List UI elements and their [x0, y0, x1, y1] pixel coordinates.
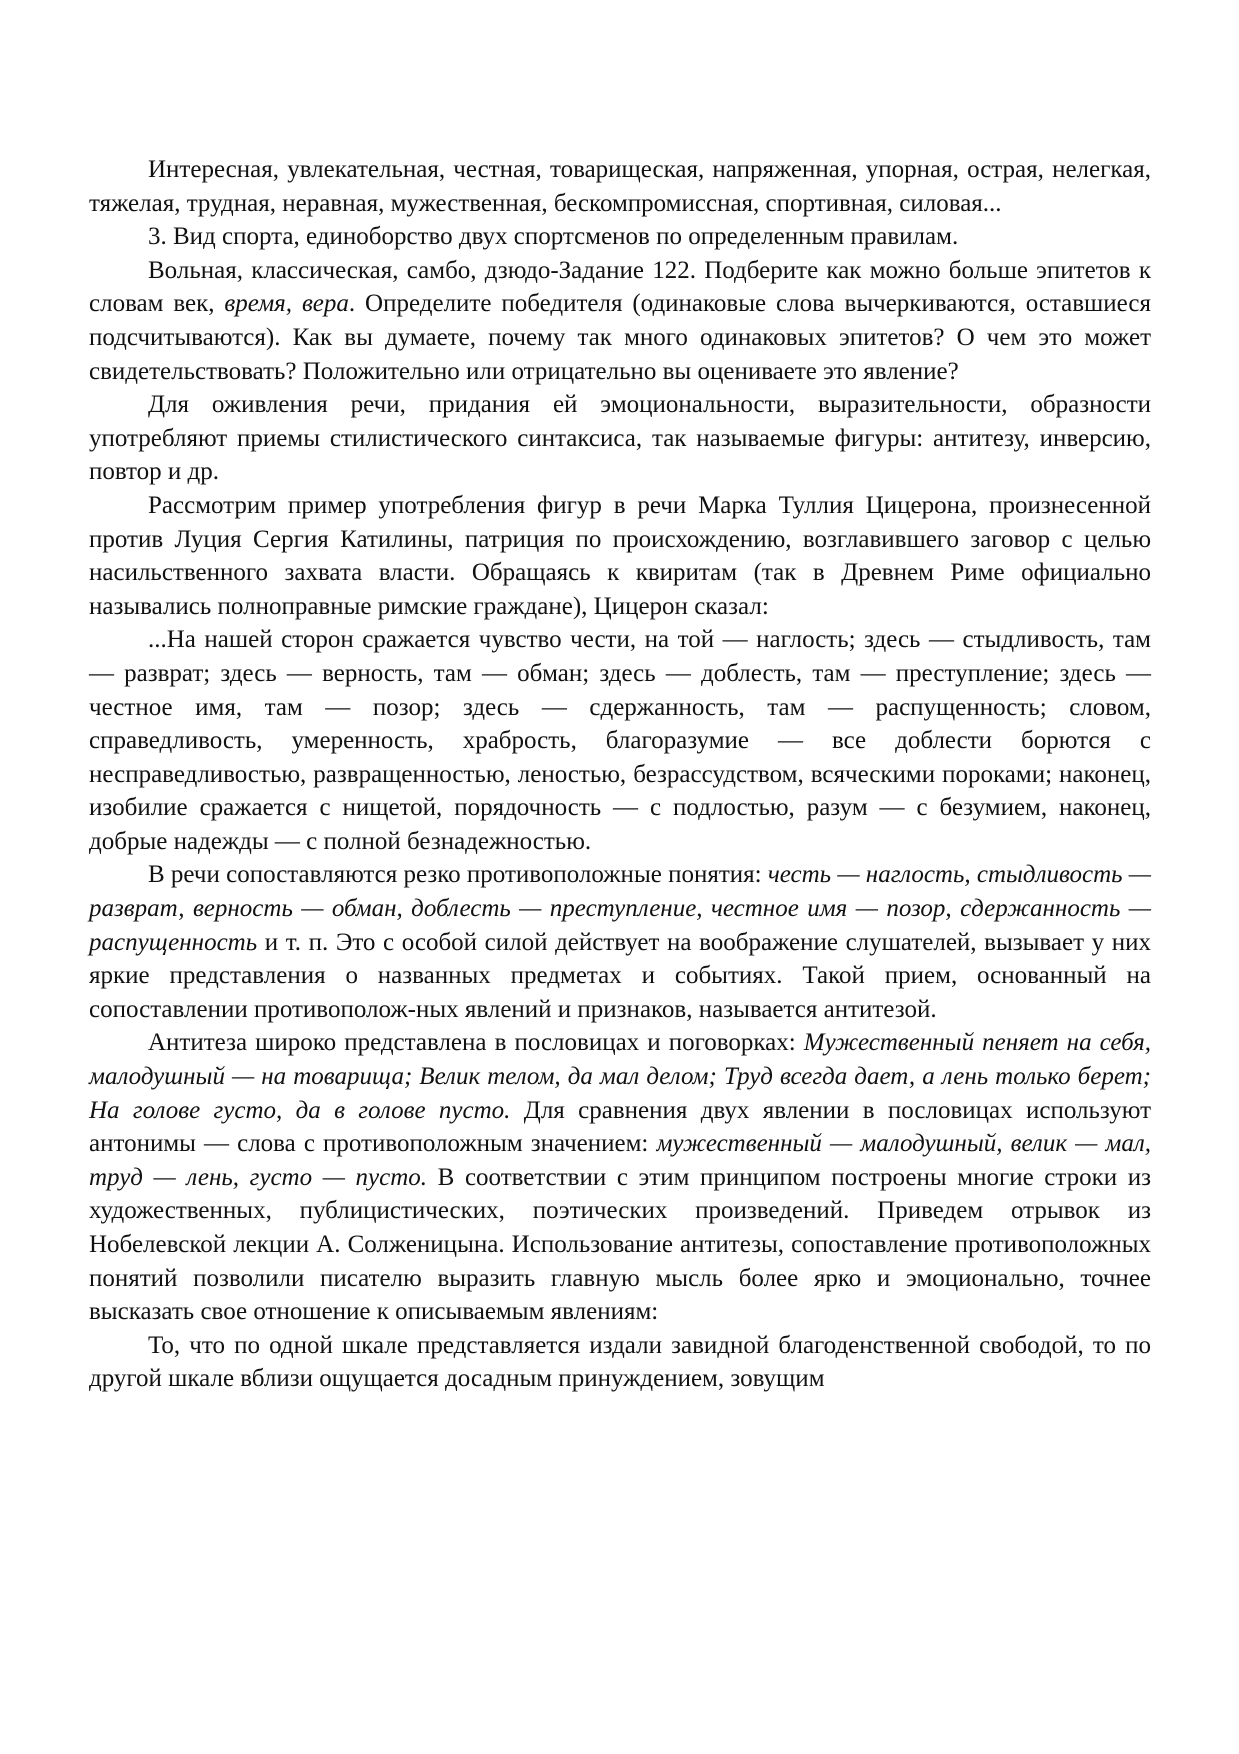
italic-text: Мужественный пеняет на себя, малодушный — на товарища; Велик телом, да мал делом; Труд всегда дает, а лень только берет; На голове густо, да в голове пусто.	[89, 1029, 1151, 1124]
paragraph	[89, 254, 1151, 388]
text-run: Вольная, классическая, самбо, дзюдо-Задание 122. Подберите как можно больше эпитетов к словам век,	[89, 256, 1151, 318]
text-run: В речи сопоставляются резко противоположные понятия:	[148, 861, 768, 889]
paragraph	[89, 1329, 1151, 1396]
text-run: Интересная, увлекательная, честная, товарищеская, напряженная, упорная, острая, нелегкая, тяжелая, трудная, неравная, мужественная, бескомпромиссная, спортивная, силовая...	[89, 156, 1151, 217]
text-run: Рассмотрим пример употребления фигур в речи Марка Туллия Цицерона, произнесенной против Луция Сергия Катилины, патриция по происхождению, возглавившего заговор с целью насильственного захвата власти. Обращаясь к квиритам (так в Древнем Риме официально назывались полноправные римские граждане), Цицерон сказал:	[89, 491, 1151, 620]
text-run: Для сравнения двух явлении в пословицах используют антонимы — слова с противоположным значением:	[89, 1096, 1152, 1158]
text-run: Для оживления речи, придания ей эмоциональности, выразительности, образности употребляют приемы стилистического синтаксиса, так называемые фигуры: антитезу, инверсию, повтор и др.	[89, 391, 1151, 486]
italic-text: время, вера	[224, 290, 349, 318]
paragraph	[89, 388, 1151, 489]
paragraph	[89, 1026, 1151, 1328]
italic-text: честь — наглость, стыдливость — разврат, верность — обман, доблесть — преступление, честное имя — позор, сдержанность — распущенность	[89, 861, 1152, 956]
text-run: . Определите победителя (одинаковые слова вычеркиваются, оставшиеся подсчитываются). Как вы думаете, почему так много одинаковых эпитетов? О чем это может свидетельствовать? Положительно или отрицательно вы оцениваете это явление?	[89, 290, 1151, 385]
text-run: То, что по одной шкале представляется издали завидной благоденственной свободой, то по другой шкале вблизи ощущается досадным принуждением, зовущим	[89, 1331, 1151, 1393]
text-run: В соответствии с этим принципом построены многие строки из художественных, публицистических, поэтических произведений. Приведем отрывок из Нобелевской лекции А. Солженицына. Использование антитезы, сопоставление противоположных понятий позволили писателю выразить главную мысль более ярко и эмоционально, точнее высказать свое отношение к описываемым явлениям:	[89, 1163, 1151, 1326]
paragraph	[89, 623, 1151, 858]
paragraph	[89, 858, 1151, 1026]
italic-text: мужественный — малодушный, велик — мал, труд — лень, густо — пусто.	[89, 1130, 1152, 1191]
text-run: Антитеза широко представлена в пословицах и поговорках:	[148, 1029, 804, 1057]
document-page	[89, 153, 1151, 1396]
text-run: и т. п. Это с особой силой действует на воображение слушателей, вызывает у них яркие представления о названных предметах и событиях. Такой прием, основанный на сопоставлении противополож-ных явлений и признаков, называется антитезой.	[89, 928, 1151, 1023]
text-run: 3. Вид спорта, единоборство двух спортсменов по определенным правилам.	[148, 223, 959, 251]
paragraph	[89, 153, 1151, 220]
paragraph	[89, 489, 1151, 623]
text-run: ...На нашей сторон сражается чувство чести, на той — наглость; здесь — стыдливость, там — разврат; здесь — верность, там — обман; здесь — доблесть, там — преступление; здесь — честное имя, там — позор; здесь — сдержанность, там — распущенность; словом, справедливость, умеренность, храбрость, благоразумие — все доблести борются с несправедливостью, развращенностью, леностью, безрассудством, всяческими пороками; наконец, изобилие сражается с нищетой, порядочность — с подлостью, разум — с безумием, наконец, добрые надежды — с полной безнадежностью.	[89, 626, 1151, 855]
paragraph	[89, 220, 1151, 254]
